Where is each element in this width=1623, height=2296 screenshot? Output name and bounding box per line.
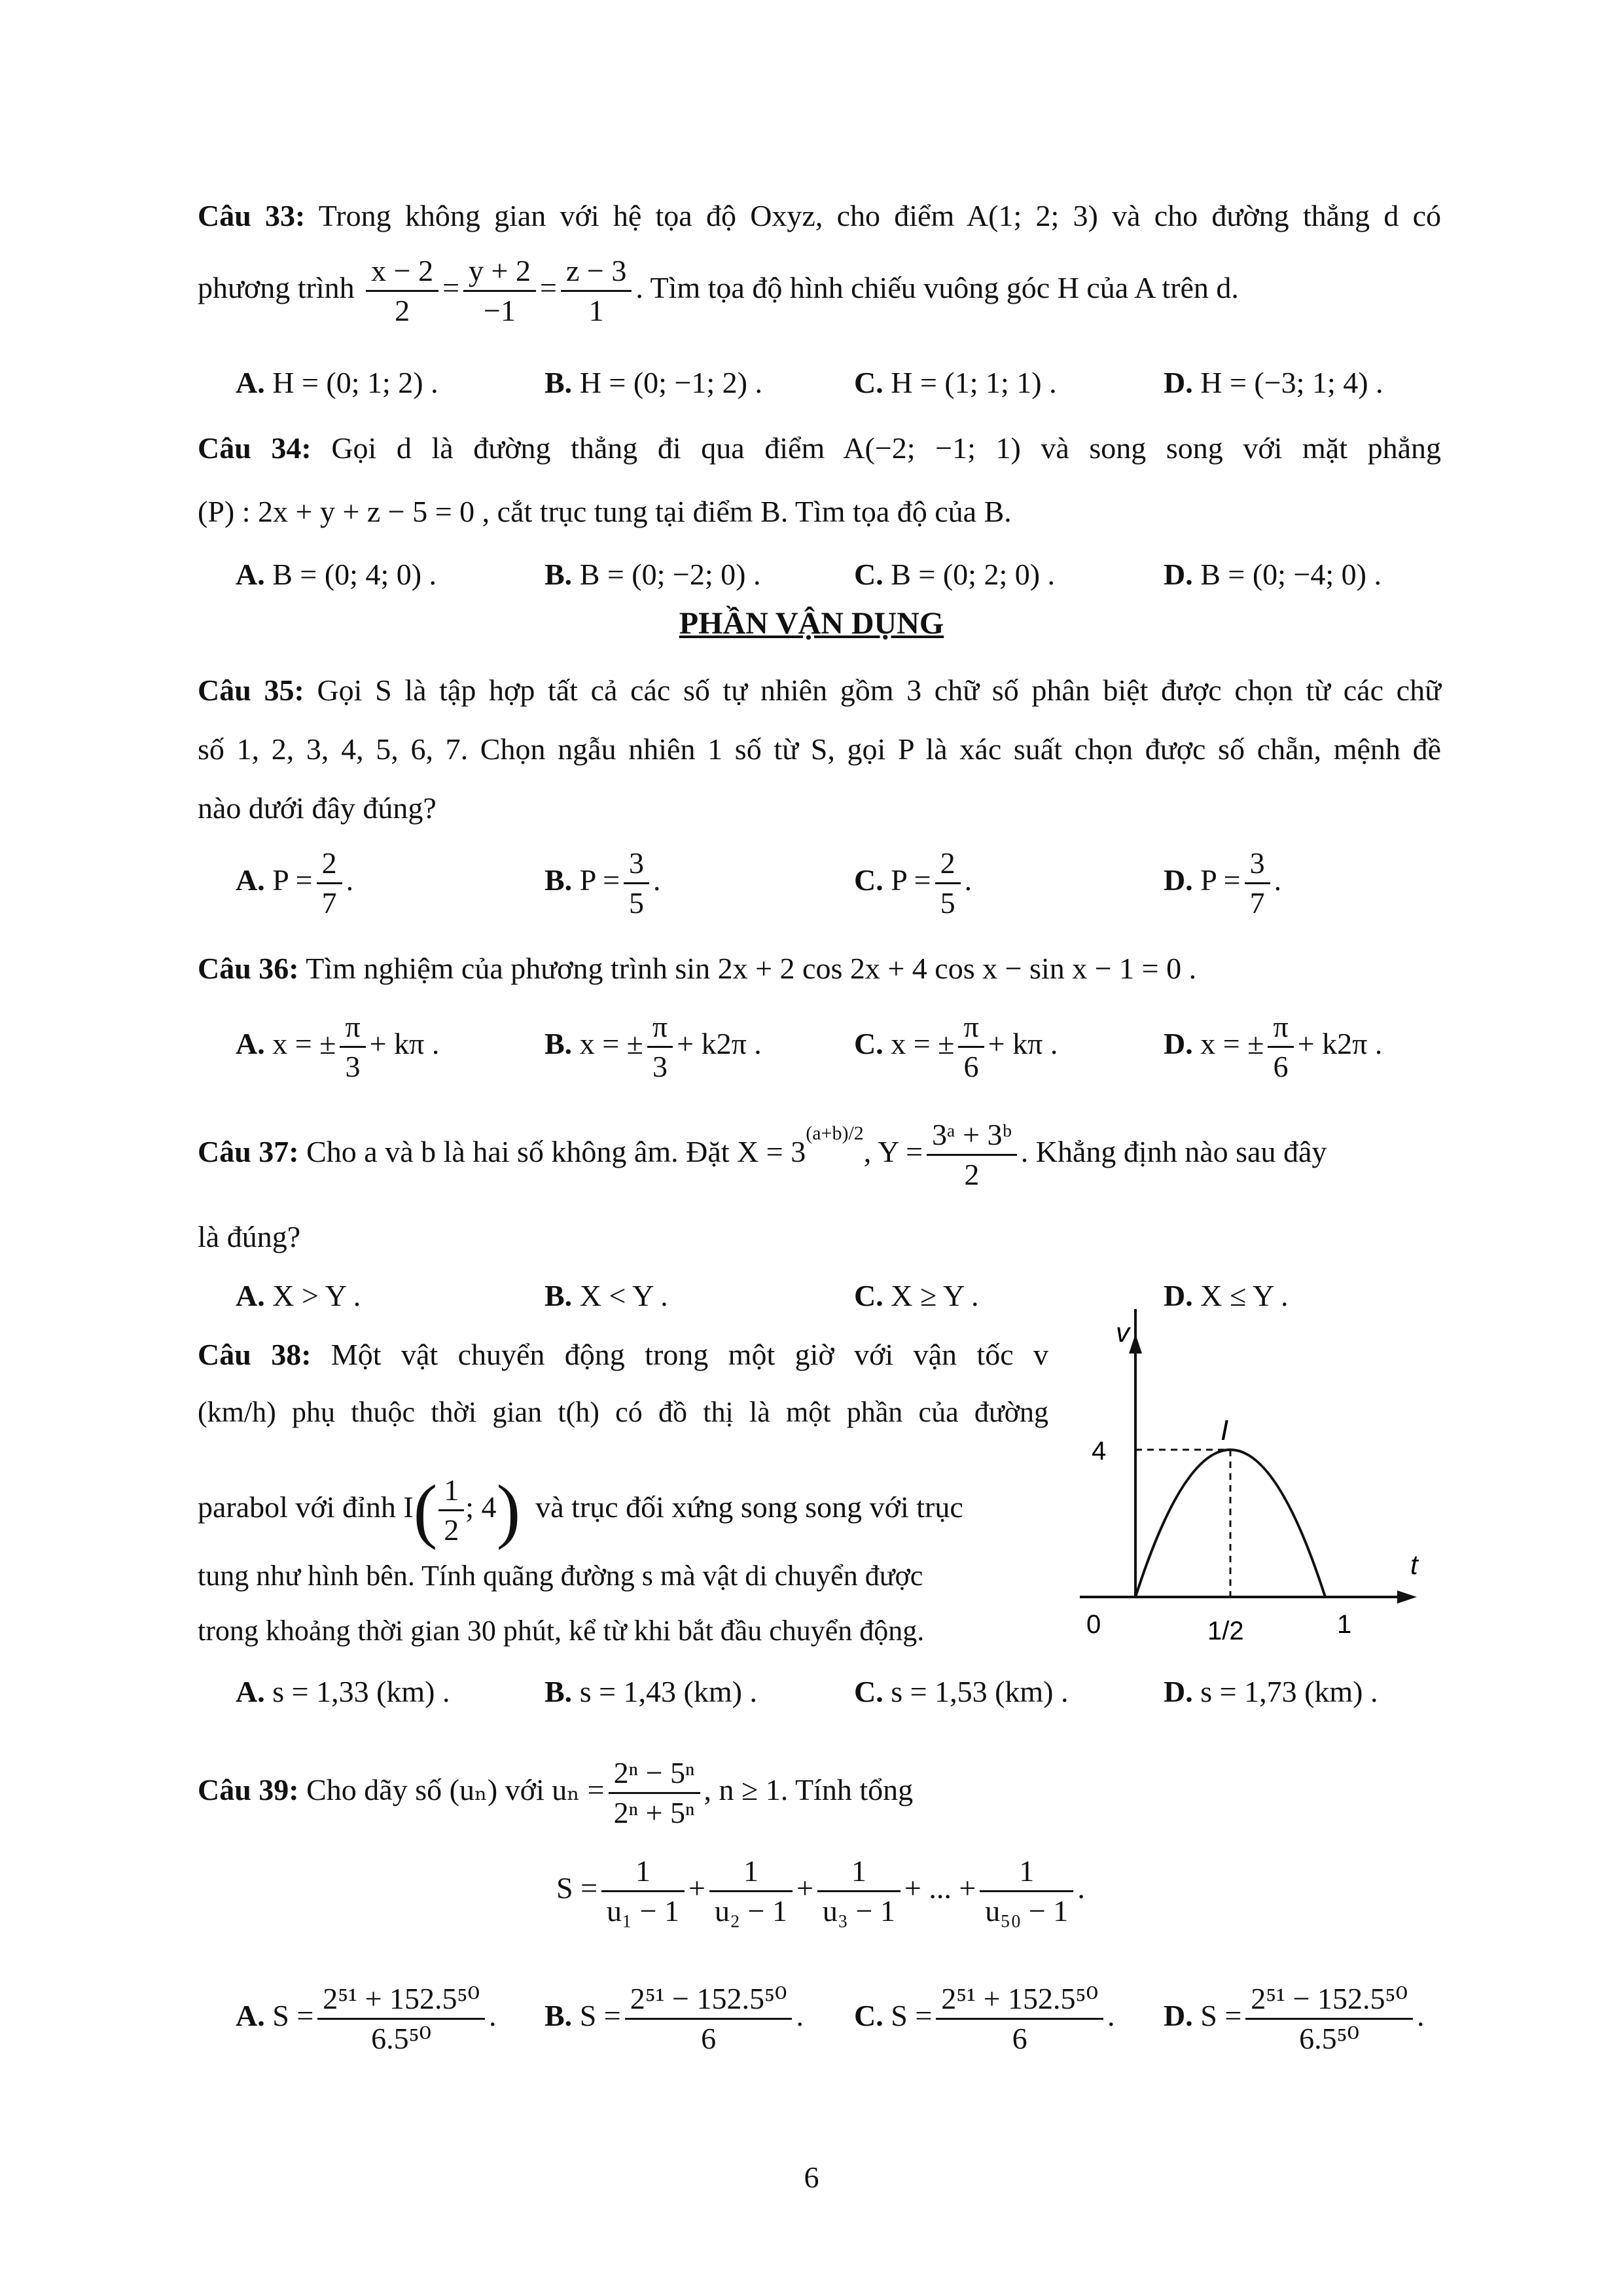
q37-label: Câu 37:	[198, 1135, 299, 1169]
option-post: + k2π .	[1297, 1027, 1383, 1061]
q38-text-4: tung như hình bên. Tính quãng đường s mà vật di chuyển được	[198, 1560, 923, 1592]
option-fraction	[1245, 844, 1270, 922]
frac-num: 2ⁿ − 5ⁿ	[609, 1754, 700, 1794]
frac-den: u₁ − 1	[607, 1894, 680, 1928]
option-post: + k2π .	[677, 1027, 762, 1061]
option-text: X ≥ Y .	[891, 1279, 979, 1312]
option-fraction	[340, 1008, 365, 1086]
q36-line-1	[198, 949, 1196, 988]
frac-den: 7	[1249, 886, 1265, 920]
option-label: C.	[854, 1279, 883, 1312]
option-label: D.	[1164, 558, 1193, 591]
q37-option-b[interactable]	[544, 1276, 668, 1316]
option-fraction	[647, 1008, 673, 1086]
frac-den: 3	[345, 1050, 361, 1083]
q39-text-1b: với uₙ =	[505, 1773, 605, 1807]
frac-den: −1	[484, 294, 516, 327]
vertex-label: I	[1221, 1414, 1229, 1446]
plus-sign: +	[796, 1871, 813, 1905]
q38-option-a[interactable]	[236, 1672, 450, 1712]
q33-text-2b: . Tìm tọa độ hình chiếu vuông góc H của A trên d.	[635, 271, 1239, 305]
q36-option-c[interactable]	[854, 1008, 1058, 1086]
option-label: A.	[236, 558, 265, 591]
frac-den: 1	[588, 294, 604, 327]
option-label: D.	[1164, 1999, 1193, 2033]
q37-text-1b: , Y =	[863, 1135, 923, 1169]
q35-option-a[interactable]	[236, 844, 353, 922]
option-label: C.	[854, 558, 883, 591]
q37-text-1a: Cho a và b là hai số không âm. Đặt X = 3	[306, 1135, 806, 1169]
frac-num: 2⁵¹ + 152.5⁵⁰	[936, 1980, 1103, 2020]
option-label: D.	[1164, 1279, 1193, 1312]
q38-text-2: (km/h) phụ thuộc thời gian t(h) có đồ thị là một phần của đường	[198, 1396, 1048, 1428]
option-pre: P =	[579, 863, 620, 897]
q33-line-2	[198, 252, 1239, 330]
t-tick-half: 1/2	[1207, 1617, 1244, 1645]
q38-velocity-graph	[1073, 1309, 1440, 1649]
option-label: B.	[544, 366, 573, 399]
option-post: .	[964, 863, 972, 897]
q34-label: Câu 34:	[198, 431, 312, 465]
option-fraction	[958, 1008, 984, 1086]
q33-option-b[interactable]	[544, 363, 762, 403]
q39-sequence: (uₙ)	[449, 1773, 498, 1807]
q33-fraction-x	[366, 252, 438, 330]
q33-option-a[interactable]	[236, 363, 438, 403]
option-text: B = (0; 2; 0) .	[891, 558, 1056, 591]
option-text: B = (0; 4; 0) .	[272, 558, 437, 591]
option-text: s = 1,53 (km) .	[891, 1675, 1069, 1708]
option-post: + kπ .	[369, 1027, 440, 1061]
option-label: B.	[544, 1279, 573, 1312]
sum-end: .	[1077, 1871, 1085, 1905]
q38-option-d[interactable]	[1164, 1672, 1378, 1712]
frac-num: 1	[601, 1852, 685, 1892]
frac-den: 7	[321, 886, 337, 920]
option-label: C.	[854, 366, 883, 399]
frac-num: 1	[709, 1852, 793, 1892]
option-label: D.	[1164, 863, 1193, 897]
q38-line-3	[198, 1471, 963, 1549]
frac-num: 2	[317, 844, 342, 884]
page-number: 6	[804, 2161, 819, 2194]
option-label: A.	[236, 1999, 265, 2033]
frac-num: x − 2	[366, 252, 438, 292]
q36-option-a[interactable]	[236, 1008, 439, 1086]
q35-option-c[interactable]	[854, 844, 972, 922]
q38-vertex-fraction	[438, 1471, 464, 1549]
sum-term-3	[817, 1852, 901, 1930]
option-label: B.	[544, 1027, 573, 1061]
option-post: .	[796, 1999, 804, 2033]
q35-text-2: số 1, 2, 3, 4, 5, 6, 7. Chọn ngẫu nhiên 1 số từ S, gọi P là xác suất chọn được số chẵn, mệnh đề	[198, 732, 1441, 766]
option-fraction	[935, 844, 961, 922]
q38-text-3a: parabol với đỉnh I	[198, 1490, 414, 1524]
q35-option-b[interactable]	[544, 844, 661, 922]
option-text: s = 1,73 (km) .	[1200, 1675, 1378, 1708]
q39-sum-formula	[556, 1852, 1085, 1930]
option-fraction	[1268, 1008, 1293, 1086]
frac-num: z − 3	[561, 252, 632, 292]
option-post: .	[1274, 863, 1282, 897]
option-text: B = (0; −4; 0) .	[1200, 558, 1382, 591]
v-axis-arrow	[1129, 1334, 1142, 1354]
option-text: X < Y .	[579, 1279, 668, 1312]
paren-close: )	[496, 1470, 521, 1551]
sum-term-1	[601, 1852, 685, 1930]
option-label: A.	[236, 366, 265, 399]
q39-option-c[interactable]	[854, 1980, 1115, 2058]
q38-label: Câu 38:	[198, 1338, 312, 1371]
option-label: B.	[544, 558, 573, 591]
option-pre: P =	[891, 863, 931, 897]
q39-line-1	[198, 1754, 913, 1832]
q33-option-c[interactable]	[854, 363, 1057, 403]
option-post: .	[1107, 1999, 1115, 2033]
paren-open: (	[413, 1470, 438, 1551]
q37-option-c[interactable]	[854, 1276, 979, 1316]
q37-text-2: là đúng?	[198, 1220, 301, 1253]
q33-fraction-z	[561, 252, 632, 330]
q38-text-1: Một vật chuyển động trong một giờ với vận tốc v	[330, 1338, 1048, 1371]
option-fraction	[317, 1980, 485, 2058]
frac-num: 3	[624, 844, 649, 884]
option-pre: x = ±	[579, 1027, 643, 1061]
option-pre: P =	[272, 863, 313, 897]
option-label: C.	[854, 1999, 883, 2033]
frac-num: π	[958, 1008, 984, 1048]
q37-option-a[interactable]	[236, 1276, 361, 1316]
frac-den: u₅₀ − 1	[985, 1894, 1069, 1928]
option-pre: S =	[272, 1999, 314, 2033]
option-label: B.	[544, 863, 573, 897]
option-post: .	[1417, 1999, 1425, 2033]
sum-term-50	[980, 1852, 1073, 1930]
q33-label: Câu 33:	[198, 199, 306, 232]
q37-fraction-y	[927, 1116, 1017, 1194]
option-fraction	[624, 844, 649, 922]
q37-exponent: (a+b)/2	[806, 1122, 864, 1144]
q35-text-3: nào dưới đây đúng?	[198, 791, 437, 825]
option-label: D.	[1164, 1675, 1193, 1708]
option-pre: S =	[579, 1999, 621, 2033]
frac-den: u₃ − 1	[822, 1894, 895, 1928]
frac-num: 1	[438, 1471, 464, 1511]
q33-text-1: Trong không gian với hệ tọa độ Oxyz, cho điểm A(1; 2; 3) và cho đường thẳng d có	[318, 199, 1442, 232]
frac-num: 2⁵¹ + 152.5⁵⁰	[317, 1980, 485, 2020]
q36-label: Câu 36:	[198, 952, 299, 985]
option-label: C.	[854, 1675, 883, 1708]
option-pre: P =	[1200, 863, 1241, 897]
q34-text-2: (P) : 2x + y + z − 5 = 0 , cắt trục tung tại điểm B. Tìm tọa độ của B.	[198, 495, 1012, 528]
plus-sign: +	[688, 1871, 705, 1905]
option-fraction	[1245, 1980, 1413, 2058]
frac-den: 2ⁿ + 5ⁿ	[613, 1796, 695, 1829]
q39-label: Câu 39:	[198, 1773, 299, 1807]
option-text: X ≤ Y .	[1200, 1279, 1289, 1312]
frac-den: 6	[963, 1050, 979, 1083]
q34-option-d[interactable]	[1164, 555, 1382, 594]
frac-num: 3	[1245, 844, 1270, 884]
q34-line-1	[198, 429, 1441, 468]
option-label: A.	[236, 1279, 265, 1312]
q39-option-a[interactable]	[236, 1980, 497, 2058]
option-post: .	[653, 863, 661, 897]
option-text: H = (0; 1; 2) .	[272, 366, 438, 399]
q35-line-1	[198, 671, 1441, 710]
q36-text-1: Tìm nghiệm của phương trình sin 2x + 2 cos 2x + 4 cos x − sin x − 1 = 0 .	[306, 952, 1197, 985]
q38-text-5: trong khoảng thời gian 30 phút, kể từ khi bắt đầu chuyển động.	[198, 1615, 925, 1647]
frac-num: π	[1268, 1008, 1293, 1048]
q38-option-c[interactable]	[854, 1672, 1069, 1712]
frac-num: 2	[935, 844, 961, 884]
frac-num: 1	[980, 1852, 1073, 1892]
option-post: + kπ .	[988, 1027, 1058, 1061]
origin-label: 0	[1086, 1610, 1101, 1639]
frac-den: 5	[940, 886, 955, 920]
q38-vertex-rest: ; 4	[465, 1490, 497, 1524]
option-text: s = 1,43 (km) .	[579, 1675, 757, 1708]
v-axis-label: v	[1116, 1317, 1130, 1348]
option-text: B = (0; −2; 0) .	[579, 558, 761, 591]
frac-den: 6.5⁵⁰	[1299, 2022, 1360, 2055]
eq-sign: =	[540, 271, 557, 305]
t-axis-arrow	[1397, 1590, 1417, 1604]
frac-den: 6	[701, 2022, 717, 2055]
q36-option-d[interactable]	[1164, 1008, 1382, 1086]
option-fraction	[317, 844, 342, 922]
option-label: B.	[544, 1999, 573, 2033]
frac-den: u₂ − 1	[714, 1894, 787, 1928]
option-label: D.	[1164, 366, 1193, 399]
frac-den: 5	[629, 886, 645, 920]
q33-text-2a: phương trình	[198, 271, 363, 305]
frac-den: 6.5⁵⁰	[371, 2022, 432, 2055]
option-text: H = (−3; 1; 4) .	[1200, 366, 1383, 399]
option-label: C.	[854, 1027, 883, 1061]
option-post: .	[489, 1999, 497, 2033]
option-post: .	[346, 863, 354, 897]
eq-sign: =	[442, 271, 460, 305]
q39-text-1a: Cho dãy số	[306, 1773, 442, 1807]
q39-option-d[interactable]	[1164, 1980, 1425, 2058]
frac-den: 2	[964, 1158, 980, 1191]
q37-line-1	[198, 1116, 1327, 1194]
frac-den: 2	[395, 294, 410, 327]
q38-line-1	[198, 1335, 1048, 1374]
option-text: H = (1; 1; 1) .	[891, 366, 1057, 399]
v-tick-4: 4	[1092, 1437, 1107, 1465]
option-pre: x = ±	[891, 1027, 955, 1061]
frac-den: 3	[652, 1050, 668, 1083]
sum-dots: + ... +	[904, 1871, 976, 1905]
frac-num: π	[340, 1008, 365, 1048]
option-text: X > Y .	[272, 1279, 361, 1312]
q36-option-b[interactable]	[544, 1008, 762, 1086]
q33-option-d[interactable]	[1164, 363, 1383, 403]
option-label: A.	[236, 863, 265, 897]
q33-fraction-y	[463, 252, 536, 330]
option-label: A.	[236, 1027, 265, 1061]
q34-text-1: Gọi d là đường thẳng đi qua điểm A(−2; −1; 1) và song song với mặt phẳng	[331, 431, 1442, 465]
q35-label: Câu 35:	[198, 673, 304, 707]
q33-line-1	[198, 196, 1441, 236]
option-text: s = 1,33 (km) .	[272, 1675, 450, 1708]
q35-option-d[interactable]	[1164, 844, 1281, 922]
q34-option-a[interactable]	[236, 555, 437, 594]
frac-den: 2	[444, 1513, 459, 1547]
option-pre: x = ±	[272, 1027, 336, 1061]
frac-num: y + 2	[463, 252, 536, 292]
frac-den: 6	[1012, 2022, 1027, 2055]
option-label: D.	[1164, 1027, 1193, 1061]
sum-term-2	[709, 1852, 793, 1930]
frac-num: 2⁵¹ − 152.5⁵⁰	[1245, 1980, 1413, 2020]
q38-text-3b: và trục đối xứng song song với trục	[535, 1490, 963, 1524]
option-text: H = (0; −1; 2) .	[579, 366, 762, 399]
option-fraction	[936, 1980, 1103, 2058]
t-tick-1: 1	[1337, 1610, 1352, 1639]
frac-den: 6	[1273, 1050, 1289, 1083]
t-axis-label: t	[1410, 1549, 1418, 1580]
option-fraction	[625, 1980, 793, 2058]
frac-num: π	[647, 1008, 673, 1048]
q34-option-b[interactable]	[544, 555, 760, 594]
q37-text-1c: . Khẳng định nào sau đây	[1020, 1135, 1327, 1169]
q38-option-b[interactable]	[544, 1672, 757, 1712]
q34-option-c[interactable]	[854, 555, 1055, 594]
sum-pre: S =	[556, 1871, 598, 1905]
frac-num: 3ᵃ + 3ᵇ	[927, 1116, 1017, 1156]
option-pre: x = ±	[1200, 1027, 1264, 1061]
q35-text-1: Gọi S là tập hợp tất cả các số tự nhiên gồm 3 chữ số phân biệt được chọn từ các chữ	[317, 673, 1442, 707]
frac-num: 1	[817, 1852, 901, 1892]
option-label: A.	[236, 1675, 265, 1708]
option-label: B.	[544, 1675, 573, 1708]
q39-option-b[interactable]	[544, 1980, 804, 2058]
q39-un-fraction	[609, 1754, 700, 1832]
option-label: C.	[854, 863, 883, 897]
option-pre: S =	[1200, 1999, 1242, 2033]
option-pre: S =	[891, 1999, 933, 2033]
frac-num: 2⁵¹ − 152.5⁵⁰	[625, 1980, 793, 2020]
q39-text-1c: , n ≥ 1. Tính tổng	[704, 1773, 914, 1807]
section-heading: PHẦN VẬN DỤNG	[679, 606, 944, 641]
